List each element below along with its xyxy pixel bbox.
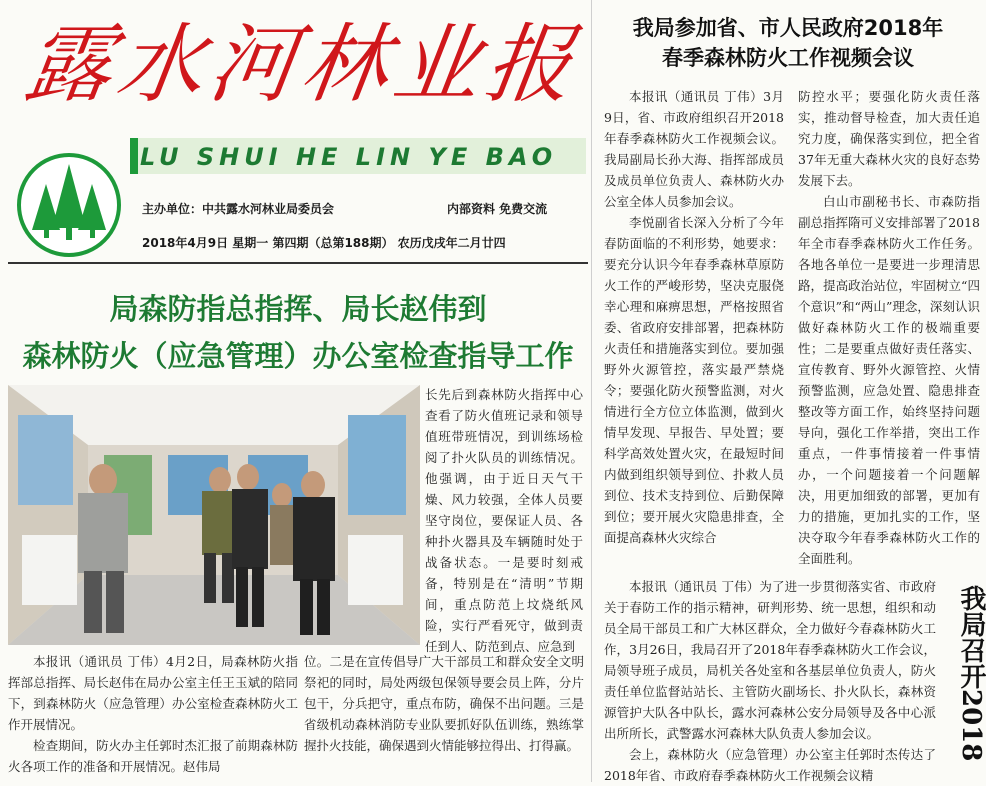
right-paragraph: 本报讯（通讯员 丁伟）3月9日，省、市政府组织召开2018年春季森林防火工作视频会议。我局副局长孙大海、指挥部成员及成员单位负责人、森林防火办公室全体人员参加会议。	[604, 89, 784, 209]
right-article-column-2	[798, 86, 980, 569]
lead-headline-line1: 局森防指总指挥、局长赵伟到	[109, 292, 487, 326]
newspaper-pinyin: LU SHUI HE LIN YE BAO	[140, 143, 558, 171]
bottom-paragraph: 本报讯（通讯员 丁伟）为了进一步贯彻落实省、市政府关于春防工作的指示精神，研判形势、统一思想，组织和动员全局干部员工和广大林区群众，全力做好今春森林防火工作，3月26日，我局召开了2018年春季森林防火工作会议，局领导班子成员，局机关各处室和各基层单位负责人，防火责任单位监督站站长、主管防火副场长、扑火队长，森林资源管护大队各中队长，露水河森林公安分局领导及各中心派出所所长，武警露水河森林大队负责人参加会议。	[604, 579, 936, 741]
right-headline-line2: 春季森林防火工作视频会议	[662, 46, 914, 70]
lead-paragraph: 位。二是在宣传倡导广大干部员工和群众安全文明祭祀的同时，局处两级包保领导要会员上阵，分片包干，分兵把守，重点布防，确保不出问题。三是省级机动森林消防专业队要抓好队伍训练，熟练掌握扑火技能，确保遇到火情能够拉得出、打得赢。	[304, 654, 584, 753]
right-headline-line1: 我局参加省、市人民政府2018年	[632, 16, 944, 40]
lead-column-1	[8, 651, 298, 777]
sponsor-line: 主办单位：中共露水河林业局委员会	[142, 202, 335, 216]
masthead-rule	[8, 262, 588, 264]
lead-headline-line2: 森林防火（应急管理）办公室检查指导工作	[22, 339, 574, 373]
forest-logo-icon	[14, 150, 124, 260]
right-paragraph: 白山市副秘书长、市森防指副总指挥隋可义安排部署了2018年全市春季森林防火工作任务。各地各单位一是要进一步理清思路，提高政治站位，牢固树立“四个意识”和“两山”理念，深刻认识做好森林防火工作的极端重要性；二是要重点做好责任落实、宣传教育、野外火源管控、火情预警监测，应急处置、隐患排查整改等方面工作，始终坚持问题导向，强化工作举措，突出工作重点，一件事情接着一件事情办，一个问题接着一个问题解决，用更加细致的部署，更加有力的措施，更加扎实的工作，坚决夺取今年春季森林防火工作的全面胜利。	[798, 194, 980, 566]
lead-paragraph: 本报讯（通讯员 丁伟）4月2日，局森林防火指挥部总指挥、局长赵伟在局办公室主任王玉斌的陪同下，到森林防火（应急管理）办公室检查森林防火工作开展情况。	[8, 654, 298, 732]
newspaper-title: 露水河林业报	[18, 15, 586, 115]
bottom-vertical-title: 我局召开2018	[956, 585, 986, 762]
inspection-photo	[8, 385, 420, 645]
lead-side-column	[425, 384, 583, 657]
dateline: 2018年4月9日 星期一 第四期（总第188期） 农历戊戌年二月廿四	[142, 236, 506, 250]
lead-paragraph: 检查期间，防火办主任郭时杰汇报了前期森林防火各项工作的准备和开展情况。赵伟局	[8, 738, 298, 774]
bottom-paragraph: 会上，森林防火（应急管理）办公室主任郭时杰传达了2018年省、市政府春季森林防火工作视频会议精	[604, 747, 936, 783]
column-divider	[591, 0, 592, 782]
lead-column-2	[304, 651, 584, 756]
lead-side-text: 长先后到森林防火指挥中心查看了防火值班记录和领导值班带班情况，到训练场检阅了扑火队员的训练情况。他强调，由于近日天气干燥、风力较强，全体人员要坚守岗位，要保证人员、各种扑火器具及车辆随时处于战备状态。一是要时刻戒备，特别是在“清明”节期间，重点防范上坟烧纸风险，实行严看死守，做到责任到人、防范到点、应急到	[425, 387, 583, 654]
right-article-column-1	[604, 86, 784, 548]
right-paragraph: 防控水平；要强化防火责任落实，推动督导检查，加大责任追究力度，确保落实到位，把全省37年无重大森林火灾的良好态势发展下去。	[798, 89, 980, 188]
right-paragraph: 李悦副省长深入分析了今年春防面临的不利形势，她要求：要充分认识今年春季森林草原防火工作的严峻形势，坚决克服侥幸心理和麻痹思想，严格按照省委、省政府安排部署，把森林防火责任和措施落实到位。要加强野外火源管控，落实最严禁烧令；要强化防火预警监测，对火情进行全方位立体监测，做到火情早发现、早报告、早处置；要科学高效处置火灾，在最短时间内做到组织领导到位、扑救人员到位、技术支持到位、后勤保障到位；要开展火灾隐患排查，全面提高森林火灾综合	[604, 215, 784, 545]
masthead	[8, 6, 588, 126]
distribution-note: 内部资料 免费交流	[447, 202, 548, 216]
bottom-article-body	[604, 576, 936, 786]
